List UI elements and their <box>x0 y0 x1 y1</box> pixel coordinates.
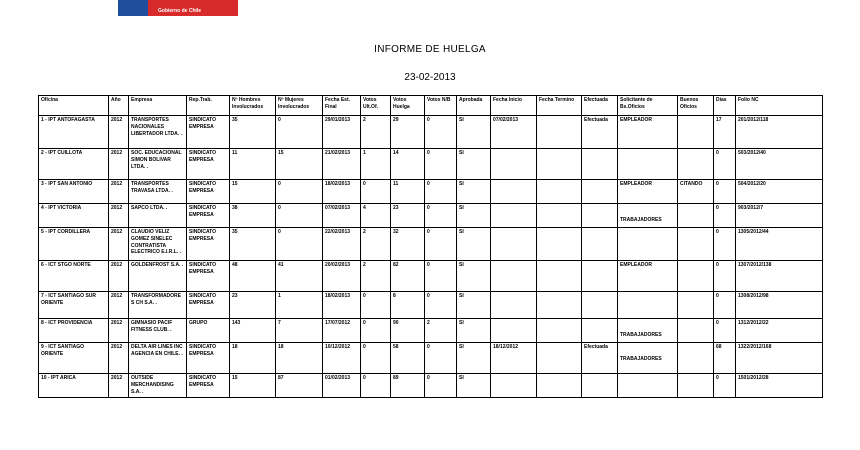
table-row <box>39 374 823 398</box>
col-header: Año <box>109 96 129 116</box>
cell-fecha-inicio: 07/02/2013 <box>491 116 537 149</box>
cell-fecha-termino <box>537 261 582 292</box>
col-header: Buenos Oficios <box>678 96 714 116</box>
cell-fecha-inicio <box>491 261 537 292</box>
cell-hombres: 15 <box>230 374 276 398</box>
cell-solicitante <box>618 204 678 228</box>
cell-mujeres: 41 <box>276 261 323 292</box>
cell-mujeres: 7 <box>276 319 323 343</box>
logo-text: Gobierno de Chile <box>158 8 202 14</box>
cell-anio: 2012 <box>109 343 129 374</box>
cell-rep: SINDICATO EMPRESA <box>187 228 230 261</box>
cell-buenos <box>678 149 714 180</box>
cell-anio: 2012 <box>109 292 129 319</box>
cell-efectuada: Efectuada <box>582 116 618 149</box>
cell-hombres: 35 <box>230 228 276 261</box>
cell-anio: 2012 <box>109 374 129 398</box>
cell-empresa: TRANSPORTES NACIONALES LIBERTADOR LTDA. . <box>129 116 187 149</box>
cell-oficina: 2 - IPT CUILLOTA <box>39 149 109 180</box>
cell-fecha-est: 29/01/2013 <box>323 116 361 149</box>
cell-anio: 2012 <box>109 204 129 228</box>
cell-buenos <box>678 204 714 228</box>
cell-folio: 1312/2012/22 <box>736 319 823 343</box>
table-row <box>39 180 823 204</box>
cell-solicitante-primary: EMPLEADOR <box>620 262 652 268</box>
cell-solicitante <box>618 292 678 319</box>
cell-solicitante <box>618 116 678 149</box>
cell-fecha-est: 01/02/2013 <box>323 374 361 398</box>
cell-votos-ult: 0 <box>361 343 391 374</box>
cell-aprobada: SI <box>457 261 491 292</box>
cell-fecha-inicio <box>491 149 537 180</box>
cell-hombres: 143 <box>230 319 276 343</box>
cell-votos-nb: 0 <box>425 149 457 180</box>
cell-solicitante-secondary: TRABAJADORES <box>620 356 662 362</box>
table-row <box>39 116 823 149</box>
cell-fecha-est: 17/07/2012 <box>323 319 361 343</box>
cell-aprobada: SI <box>457 228 491 261</box>
cell-votos-ult: 2 <box>361 116 391 149</box>
col-header: Empresa <box>129 96 187 116</box>
cell-aprobada: SI <box>457 319 491 343</box>
cell-fecha-inicio <box>491 228 537 261</box>
cell-votos-huelga: 8 <box>391 292 425 319</box>
cell-mujeres: 15 <box>276 149 323 180</box>
cell-buenos <box>678 319 714 343</box>
logo-blue-stripe <box>118 0 148 16</box>
cell-fecha-est: 18/02/2013 <box>323 292 361 319</box>
cell-mujeres: 0 <box>276 116 323 149</box>
cell-votos-huelga: 82 <box>391 261 425 292</box>
cell-rep: SINDICATO EMPRESA <box>187 343 230 374</box>
cell-solicitante <box>618 180 678 204</box>
col-header: Días <box>714 96 736 116</box>
cell-votos-nb: 0 <box>425 180 457 204</box>
col-header: Solicitante de Bs.Oficios <box>618 96 678 116</box>
cell-buenos <box>678 343 714 374</box>
cell-anio: 2012 <box>109 180 129 204</box>
cell-oficina: 8 - ICT PROVIDENCIA <box>39 319 109 343</box>
report-date: 23-02-2013 <box>404 72 456 83</box>
cell-solicitante-primary: EMPLEADOR <box>620 181 652 187</box>
strike-report-table <box>38 95 823 398</box>
cell-mujeres: 18 <box>276 343 323 374</box>
col-header: Rep.Trab. <box>187 96 230 116</box>
cell-folio: 201/2012/118 <box>736 116 823 149</box>
cell-dias: 0 <box>714 261 736 292</box>
table-row <box>39 319 823 343</box>
cell-votos-ult: 2 <box>361 228 391 261</box>
cell-rep: SINDICATO EMPRESA <box>187 180 230 204</box>
cell-oficina: 5 - IPT CORDILLERA <box>39 228 109 261</box>
cell-fecha-termino <box>537 374 582 398</box>
cell-folio: 1308/2012/98 <box>736 292 823 319</box>
cell-aprobada: SI <box>457 292 491 319</box>
cell-aprobada: SI <box>457 180 491 204</box>
table-row <box>39 343 823 374</box>
cell-rep: SINDICATO EMPRESA <box>187 204 230 228</box>
col-header: Nº Mujeres Involucrados <box>276 96 323 116</box>
cell-solicitante-secondary: TRABAJADORES <box>620 217 662 223</box>
cell-rep: SINDICATO EMPRESA <box>187 149 230 180</box>
cell-anio: 2012 <box>109 319 129 343</box>
cell-fecha-inicio <box>491 374 537 398</box>
cell-fecha-est: 21/02/2013 <box>323 149 361 180</box>
cell-votos-huelga: 23 <box>391 204 425 228</box>
cell-mujeres: 0 <box>276 204 323 228</box>
cell-fecha-est: 10/12/2012 <box>323 343 361 374</box>
cell-anio: 2012 <box>109 149 129 180</box>
cell-solicitante <box>618 319 678 343</box>
col-header: Votos N/B <box>425 96 457 116</box>
table-header-row <box>39 96 823 116</box>
cell-fecha-est: 07/02/2013 <box>323 204 361 228</box>
cell-votos-nb: 0 <box>425 204 457 228</box>
cell-efectuada <box>582 149 618 180</box>
cell-empresa: DELTA AIR LINES INC AGENCIA EN CHILE. . <box>129 343 187 374</box>
cell-folio: 903/2012/7 <box>736 204 823 228</box>
cell-hombres: 18 <box>230 343 276 374</box>
cell-dias: 17 <box>714 116 736 149</box>
cell-aprobada: SI <box>457 149 491 180</box>
table-row <box>39 292 823 319</box>
col-header: Fecha Est. Final <box>323 96 361 116</box>
cell-hombres: 35 <box>230 116 276 149</box>
cell-fecha-termino <box>537 149 582 180</box>
cell-oficina: 7 - ICT SANTIAGO SUR ORIENTE <box>39 292 109 319</box>
col-header: Oficina <box>39 96 109 116</box>
cell-votos-ult: 0 <box>361 319 391 343</box>
cell-votos-ult: 4 <box>361 204 391 228</box>
cell-votos-huelga: 14 <box>391 149 425 180</box>
cell-buenos: CITANDO <box>678 180 714 204</box>
cell-aprobada: SI <box>457 343 491 374</box>
cell-empresa: TRANSFORMADORES CH S.A. . <box>129 292 187 319</box>
cell-buenos <box>678 116 714 149</box>
cell-mujeres: 87 <box>276 374 323 398</box>
gobierno-logo <box>118 0 238 16</box>
cell-mujeres: 1 <box>276 292 323 319</box>
cell-aprobada: SI <box>457 204 491 228</box>
cell-votos-nb: 0 <box>425 228 457 261</box>
cell-hombres: 11 <box>230 149 276 180</box>
cell-empresa: GIMNASIO PACIF FITNESS CLUB. . <box>129 319 187 343</box>
cell-dias: 0 <box>714 319 736 343</box>
cell-fecha-inicio <box>491 292 537 319</box>
cell-rep: SINDICATO EMPRESA <box>187 261 230 292</box>
cell-solicitante <box>618 228 678 261</box>
cell-efectuada <box>582 228 618 261</box>
cell-mujeres: 0 <box>276 228 323 261</box>
cell-empresa: SAPCO LTDA. . <box>129 204 187 228</box>
cell-votos-nb: 0 <box>425 343 457 374</box>
cell-fecha-inicio <box>491 319 537 343</box>
cell-folio: 1501/2012/28 <box>736 374 823 398</box>
cell-empresa: TRANSPORTES TRAVASA LTDA. . <box>129 180 187 204</box>
cell-solicitante <box>618 343 678 374</box>
cell-dias: 68 <box>714 343 736 374</box>
cell-fecha-termino <box>537 319 582 343</box>
cell-dias: 0 <box>714 228 736 261</box>
cell-rep: SINDICATO EMPRESA <box>187 374 230 398</box>
col-header: Folio NC <box>736 96 823 116</box>
cell-buenos <box>678 261 714 292</box>
col-header: Fecha Inicio <box>491 96 537 116</box>
cell-aprobada: SI <box>457 116 491 149</box>
cell-fecha-inicio <box>491 180 537 204</box>
col-header: Nº Hombres Involucrados <box>230 96 276 116</box>
cell-dias: 0 <box>714 204 736 228</box>
cell-fecha-inicio <box>491 204 537 228</box>
cell-votos-ult: 0 <box>361 292 391 319</box>
cell-fecha-est: 22/02/2013 <box>323 228 361 261</box>
cell-votos-huelga: 89 <box>391 374 425 398</box>
cell-hombres: 38 <box>230 204 276 228</box>
table-body <box>39 116 823 398</box>
cell-fecha-est: 18/02/2013 <box>323 180 361 204</box>
cell-fecha-inicio: 18/12/2012 <box>491 343 537 374</box>
cell-votos-huelga: 29 <box>391 116 425 149</box>
cell-hombres: 48 <box>230 261 276 292</box>
cell-votos-ult: 1 <box>361 149 391 180</box>
table-row <box>39 149 823 180</box>
cell-solicitante-secondary: TRABAJADORES <box>620 332 662 338</box>
cell-votos-huelga: 32 <box>391 228 425 261</box>
cell-rep: SINDICATO EMPRESA <box>187 292 230 319</box>
cell-buenos <box>678 292 714 319</box>
cell-fecha-termino <box>537 343 582 374</box>
cell-anio: 2012 <box>109 228 129 261</box>
cell-folio: 1305/2012/44 <box>736 228 823 261</box>
table-row <box>39 204 823 228</box>
cell-empresa: CLAUDIO VELIZ GOMEZ SINELEC CONTRATISTA ELECTRICO E.I.R.L. . <box>129 228 187 261</box>
cell-efectuada <box>582 292 618 319</box>
col-header: Fecha Termino <box>537 96 582 116</box>
cell-votos-ult: 2 <box>361 261 391 292</box>
cell-votos-nb: 2 <box>425 319 457 343</box>
col-header: Efectuada <box>582 96 618 116</box>
col-header: Aprobada <box>457 96 491 116</box>
cell-mujeres: 0 <box>276 180 323 204</box>
cell-fecha-termino <box>537 180 582 204</box>
cell-fecha-termino <box>537 204 582 228</box>
cell-fecha-termino <box>537 116 582 149</box>
cell-anio: 2012 <box>109 116 129 149</box>
cell-votos-nb: 0 <box>425 116 457 149</box>
cell-efectuada <box>582 261 618 292</box>
cell-votos-nb: 0 <box>425 374 457 398</box>
report-title: INFORME DE HUELGA <box>374 44 486 55</box>
cell-folio: 503/2012/40 <box>736 149 823 180</box>
cell-folio: 1322/2012/168 <box>736 343 823 374</box>
cell-oficina: 4 - IPT VICTORIA <box>39 204 109 228</box>
cell-oficina: 1 - IPT ANTOFAGASTA <box>39 116 109 149</box>
cell-votos-huelga: 58 <box>391 343 425 374</box>
cell-efectuada <box>582 319 618 343</box>
cell-buenos <box>678 228 714 261</box>
cell-votos-huelga: 90 <box>391 319 425 343</box>
cell-rep: GRUPO <box>187 319 230 343</box>
cell-hombres: 15 <box>230 180 276 204</box>
cell-hombres: 23 <box>230 292 276 319</box>
col-header: Votos Ult.Of. <box>361 96 391 116</box>
cell-anio: 2012 <box>109 261 129 292</box>
cell-dias: 0 <box>714 149 736 180</box>
cell-buenos <box>678 374 714 398</box>
cell-votos-ult: 0 <box>361 180 391 204</box>
table-row <box>39 228 823 261</box>
cell-solicitante <box>618 149 678 180</box>
cell-empresa: OUTSIDE MERCHANDISING S.A. . <box>129 374 187 398</box>
cell-rep: SINDICATO EMPRESA <box>187 116 230 149</box>
cell-efectuada: Efectuada <box>582 343 618 374</box>
cell-dias: 0 <box>714 180 736 204</box>
cell-folio: 1307/2012/138 <box>736 261 823 292</box>
cell-dias: 0 <box>714 374 736 398</box>
col-header: Votos Huelga <box>391 96 425 116</box>
cell-dias: 0 <box>714 292 736 319</box>
cell-votos-huelga: 11 <box>391 180 425 204</box>
cell-solicitante <box>618 374 678 398</box>
cell-fecha-termino <box>537 292 582 319</box>
cell-efectuada <box>582 374 618 398</box>
cell-empresa: SOC. EDUCACIONAL SIMON BOLIVAR LTDA. . <box>129 149 187 180</box>
cell-fecha-est: 20/02/2013 <box>323 261 361 292</box>
cell-solicitante-primary: EMPLEADOR <box>620 117 652 123</box>
cell-fecha-termino <box>537 228 582 261</box>
cell-efectuada <box>582 180 618 204</box>
table-row <box>39 261 823 292</box>
cell-efectuada <box>582 204 618 228</box>
cell-aprobada: SI <box>457 374 491 398</box>
cell-oficina: 6 - ICT STGO NORTE <box>39 261 109 292</box>
cell-empresa: GOLDENFROST S.A. . <box>129 261 187 292</box>
cell-votos-ult: 0 <box>361 374 391 398</box>
cell-oficina: 9 - ICT SANTIAGO ORIENTE <box>39 343 109 374</box>
cell-folio: 504/2012/20 <box>736 180 823 204</box>
cell-oficina: 3 - IPT SAN ANTONIO <box>39 180 109 204</box>
cell-oficina: 10 - IPT ARICA <box>39 374 109 398</box>
cell-votos-nb: 0 <box>425 292 457 319</box>
cell-votos-nb: 0 <box>425 261 457 292</box>
cell-solicitante <box>618 261 678 292</box>
